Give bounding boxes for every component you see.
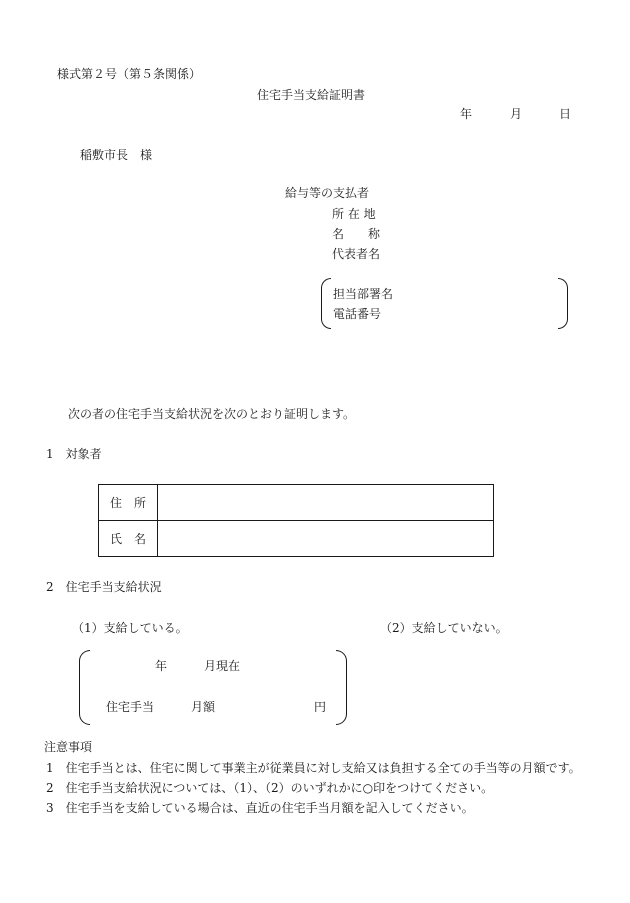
subject-table <box>98 484 494 557</box>
allowance-label: 住宅手当 <box>106 700 155 714</box>
yen-label: 円 <box>314 700 327 714</box>
date-month-label: 月 <box>510 107 523 121</box>
date-year-label: 年 <box>460 107 473 121</box>
note-item: 2 住宅手当支給状況については、（1）、（2）のいずれかに○印をつけてください。 <box>46 781 494 795</box>
certification-statement: 次の者の住宅手当支給状況を次のとおり証明します。 <box>68 407 356 421</box>
option-not-paying[interactable]: （2）支給していない。 <box>380 621 508 635</box>
contact-department-label: 担当部署名 <box>333 287 394 301</box>
amount-month-current-label: 月現在 <box>204 659 241 673</box>
document-title: 住宅手当支給証明書 <box>257 88 366 102</box>
table-row <box>99 485 494 521</box>
address-value-cell[interactable] <box>158 485 494 521</box>
contact-right-bracket <box>558 278 568 329</box>
payer-name-label: 名 称 <box>332 227 381 241</box>
amount-year-label: 年 <box>155 659 168 673</box>
amount-right-bracket <box>336 650 347 725</box>
payer-representative-label: 代表者名 <box>332 247 381 261</box>
contact-left-bracket <box>321 278 331 329</box>
payer-heading: 給与等の支払者 <box>285 186 370 200</box>
payer-location-label: 所 在 地 <box>332 207 376 221</box>
contact-phone-label: 電話番号 <box>333 307 382 321</box>
notes-heading: 注意事項 <box>44 740 93 754</box>
amount-left-bracket <box>79 650 90 725</box>
monthly-amount-label: 月額 <box>191 700 216 714</box>
address-label: 住 所 <box>99 485 158 521</box>
name-label: 氏 名 <box>99 521 158 557</box>
addressee: 稲敷市長 様 <box>80 148 153 162</box>
note-item: 3 住宅手当を支給している場合は、直近の住宅手当月額を記入してください。 <box>46 801 474 815</box>
note-item: 1 住宅手当とは、住宅に関して事業主が従業員に対し支給又は負担する全ての手当等の月額です。 <box>46 761 581 775</box>
form-number: 様式第２号（第５条関係） <box>57 67 202 81</box>
section1-heading: 1 対象者 <box>46 447 102 461</box>
section2-heading: 2 住宅手当支給状況 <box>46 580 162 594</box>
date-day-label: 日 <box>559 107 572 121</box>
option-paying[interactable]: （1）支給している。 <box>72 621 188 635</box>
table-row <box>99 521 494 557</box>
name-value-cell[interactable] <box>158 521 494 557</box>
